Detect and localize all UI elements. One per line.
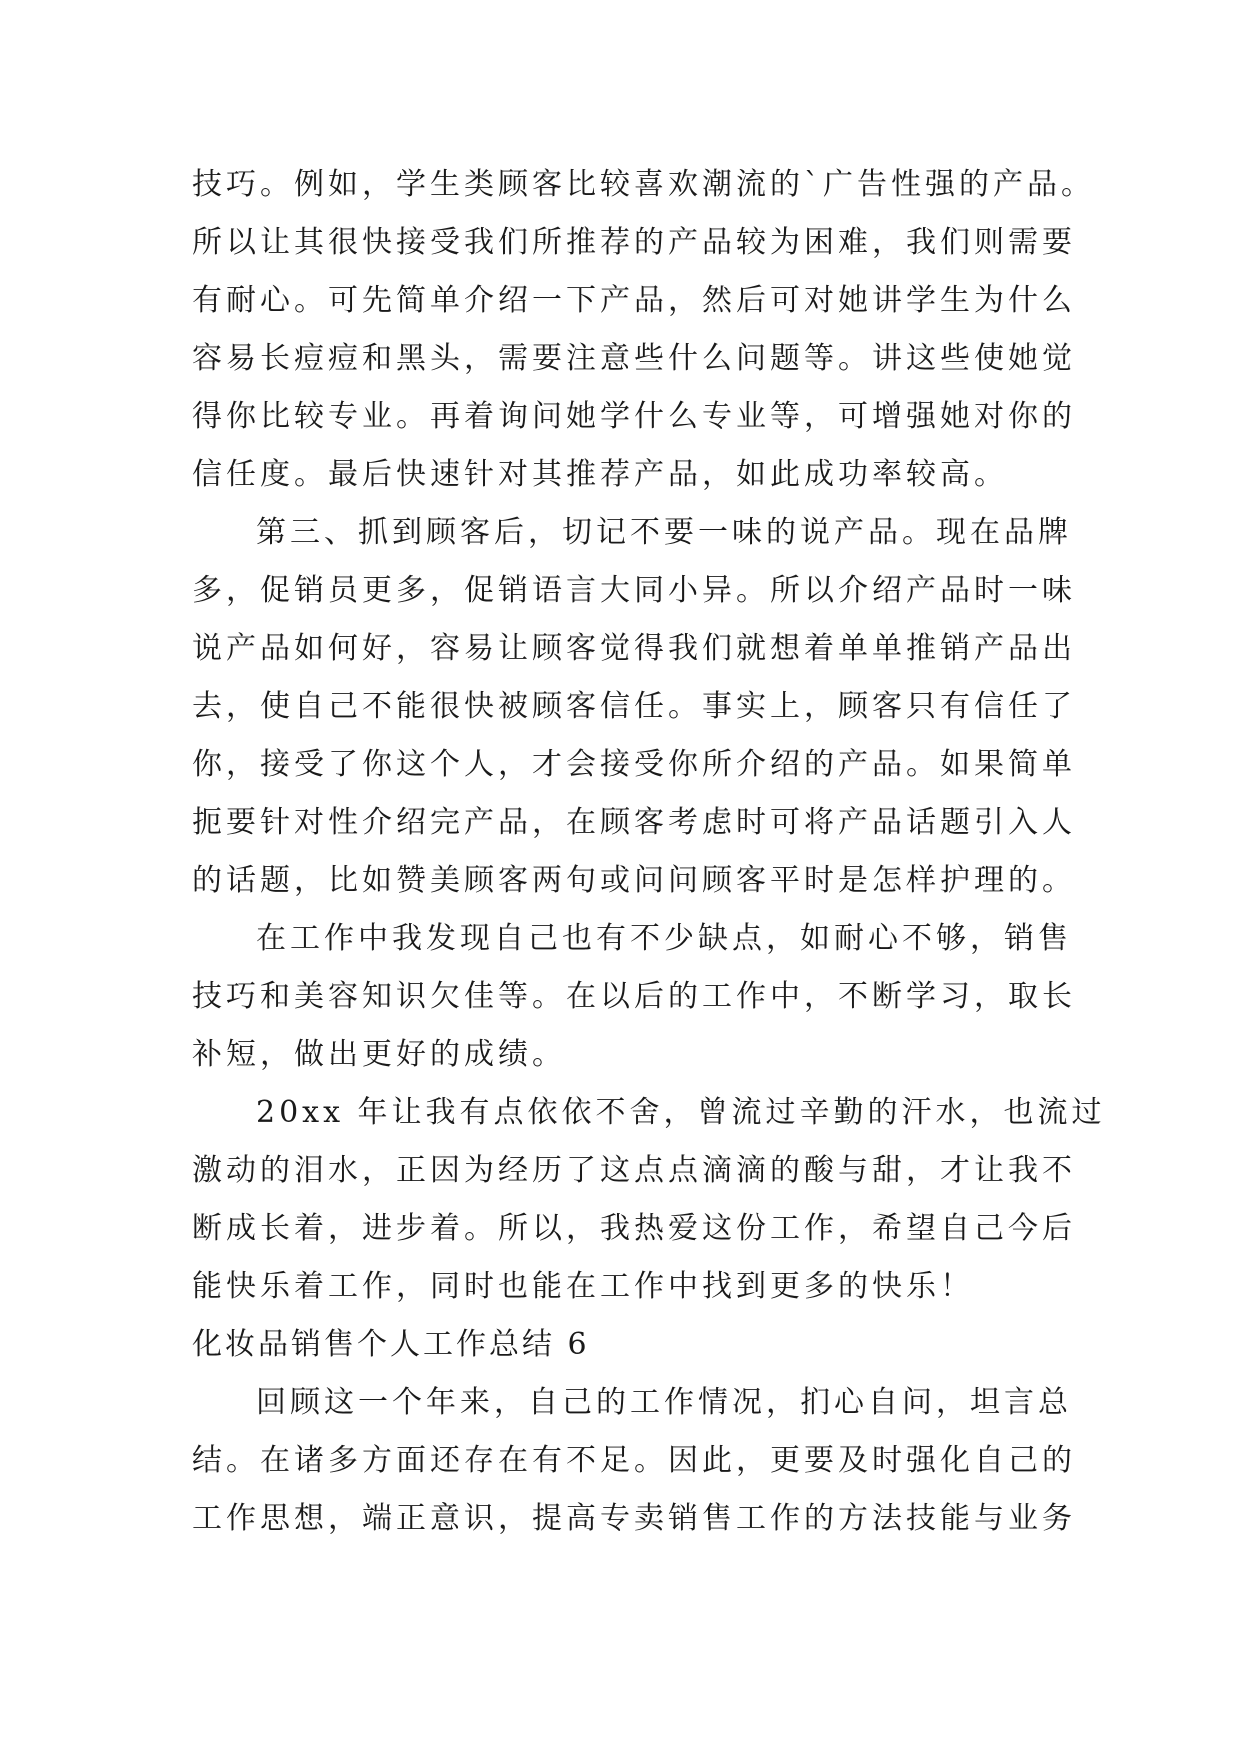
text-line: 你，接受了你这个人，才会接受你所介绍的产品。如果简单 (192, 747, 1076, 782)
text-line: 技巧。例如，学生类顾客比较喜欢潮流的`广告性强的产品。 (192, 167, 1095, 202)
text-line: 补短，做出更好的成绩。 (192, 1037, 566, 1072)
text-line: 的话题，比如赞美顾客两句或问问顾客平时是怎样护理的。 (192, 863, 1076, 898)
text-line: 激动的泪水，正因为经历了这点点滴滴的酸与甜，才让我不 (192, 1153, 1076, 1188)
paragraph-first-line: 第三、抓到顾客后，切记不要一味的说产品。现在品牌 (256, 515, 1072, 550)
paragraph-first-line: 回顾这一个年来，自己的工作情况，扪心自问，坦言总 (256, 1385, 1072, 1420)
text-line: 容易长痘痘和黑头，需要注意些什么问题等。讲这些使她觉 (192, 341, 1076, 376)
text-line: 断成长着，进步着。所以，我热爱这份工作，希望自己今后 (192, 1211, 1076, 1246)
text-line: 信任度。最后快速针对其推荐产品，如此成功率较高。 (192, 457, 1008, 492)
paragraph-first-line: 20xx 年让我有点依依不舍，曾流过辛勤的汗水，也流过 (256, 1095, 1106, 1130)
text-line: 多，促销员更多，促销语言大同小异。所以介绍产品时一味 (192, 573, 1076, 608)
text-line: 能快乐着工作，同时也能在工作中找到更多的快乐！ (192, 1269, 974, 1304)
text-line: 结。在诸多方面还存在有不足。因此，更要及时强化自己的 (192, 1443, 1076, 1478)
text-line: 有耐心。可先简单介绍一下产品，然后可对她讲学生为什么 (192, 283, 1076, 318)
text-line: 扼要针对性介绍完产品，在顾客考虑时可将产品话题引入人 (192, 805, 1076, 840)
text-line: 去，使自己不能很快被顾客信任。事实上，顾客只有信任了 (192, 689, 1076, 724)
text-line: 所以让其很快接受我们所推荐的产品较为困难，我们则需要 (192, 225, 1076, 260)
document-body (192, 156, 1106, 1548)
section-heading: 化妆品销售个人工作总结 6 (192, 1327, 590, 1362)
text-line: 技巧和美容知识欠佳等。在以后的工作中，不断学习，取长 (192, 979, 1076, 1014)
text-line: 工作思想，端正意识，提高专卖销售工作的方法技能与业务 (192, 1501, 1076, 1536)
text-line: 得你比较专业。再着询问她学什么专业等，可增强她对你的 (192, 399, 1076, 434)
paragraph-first-line: 在工作中我发现自己也有不少缺点，如耐心不够，销售 (256, 921, 1072, 956)
text-line: 说产品如何好，容易让顾客觉得我们就想着单单推销产品出 (192, 631, 1076, 666)
